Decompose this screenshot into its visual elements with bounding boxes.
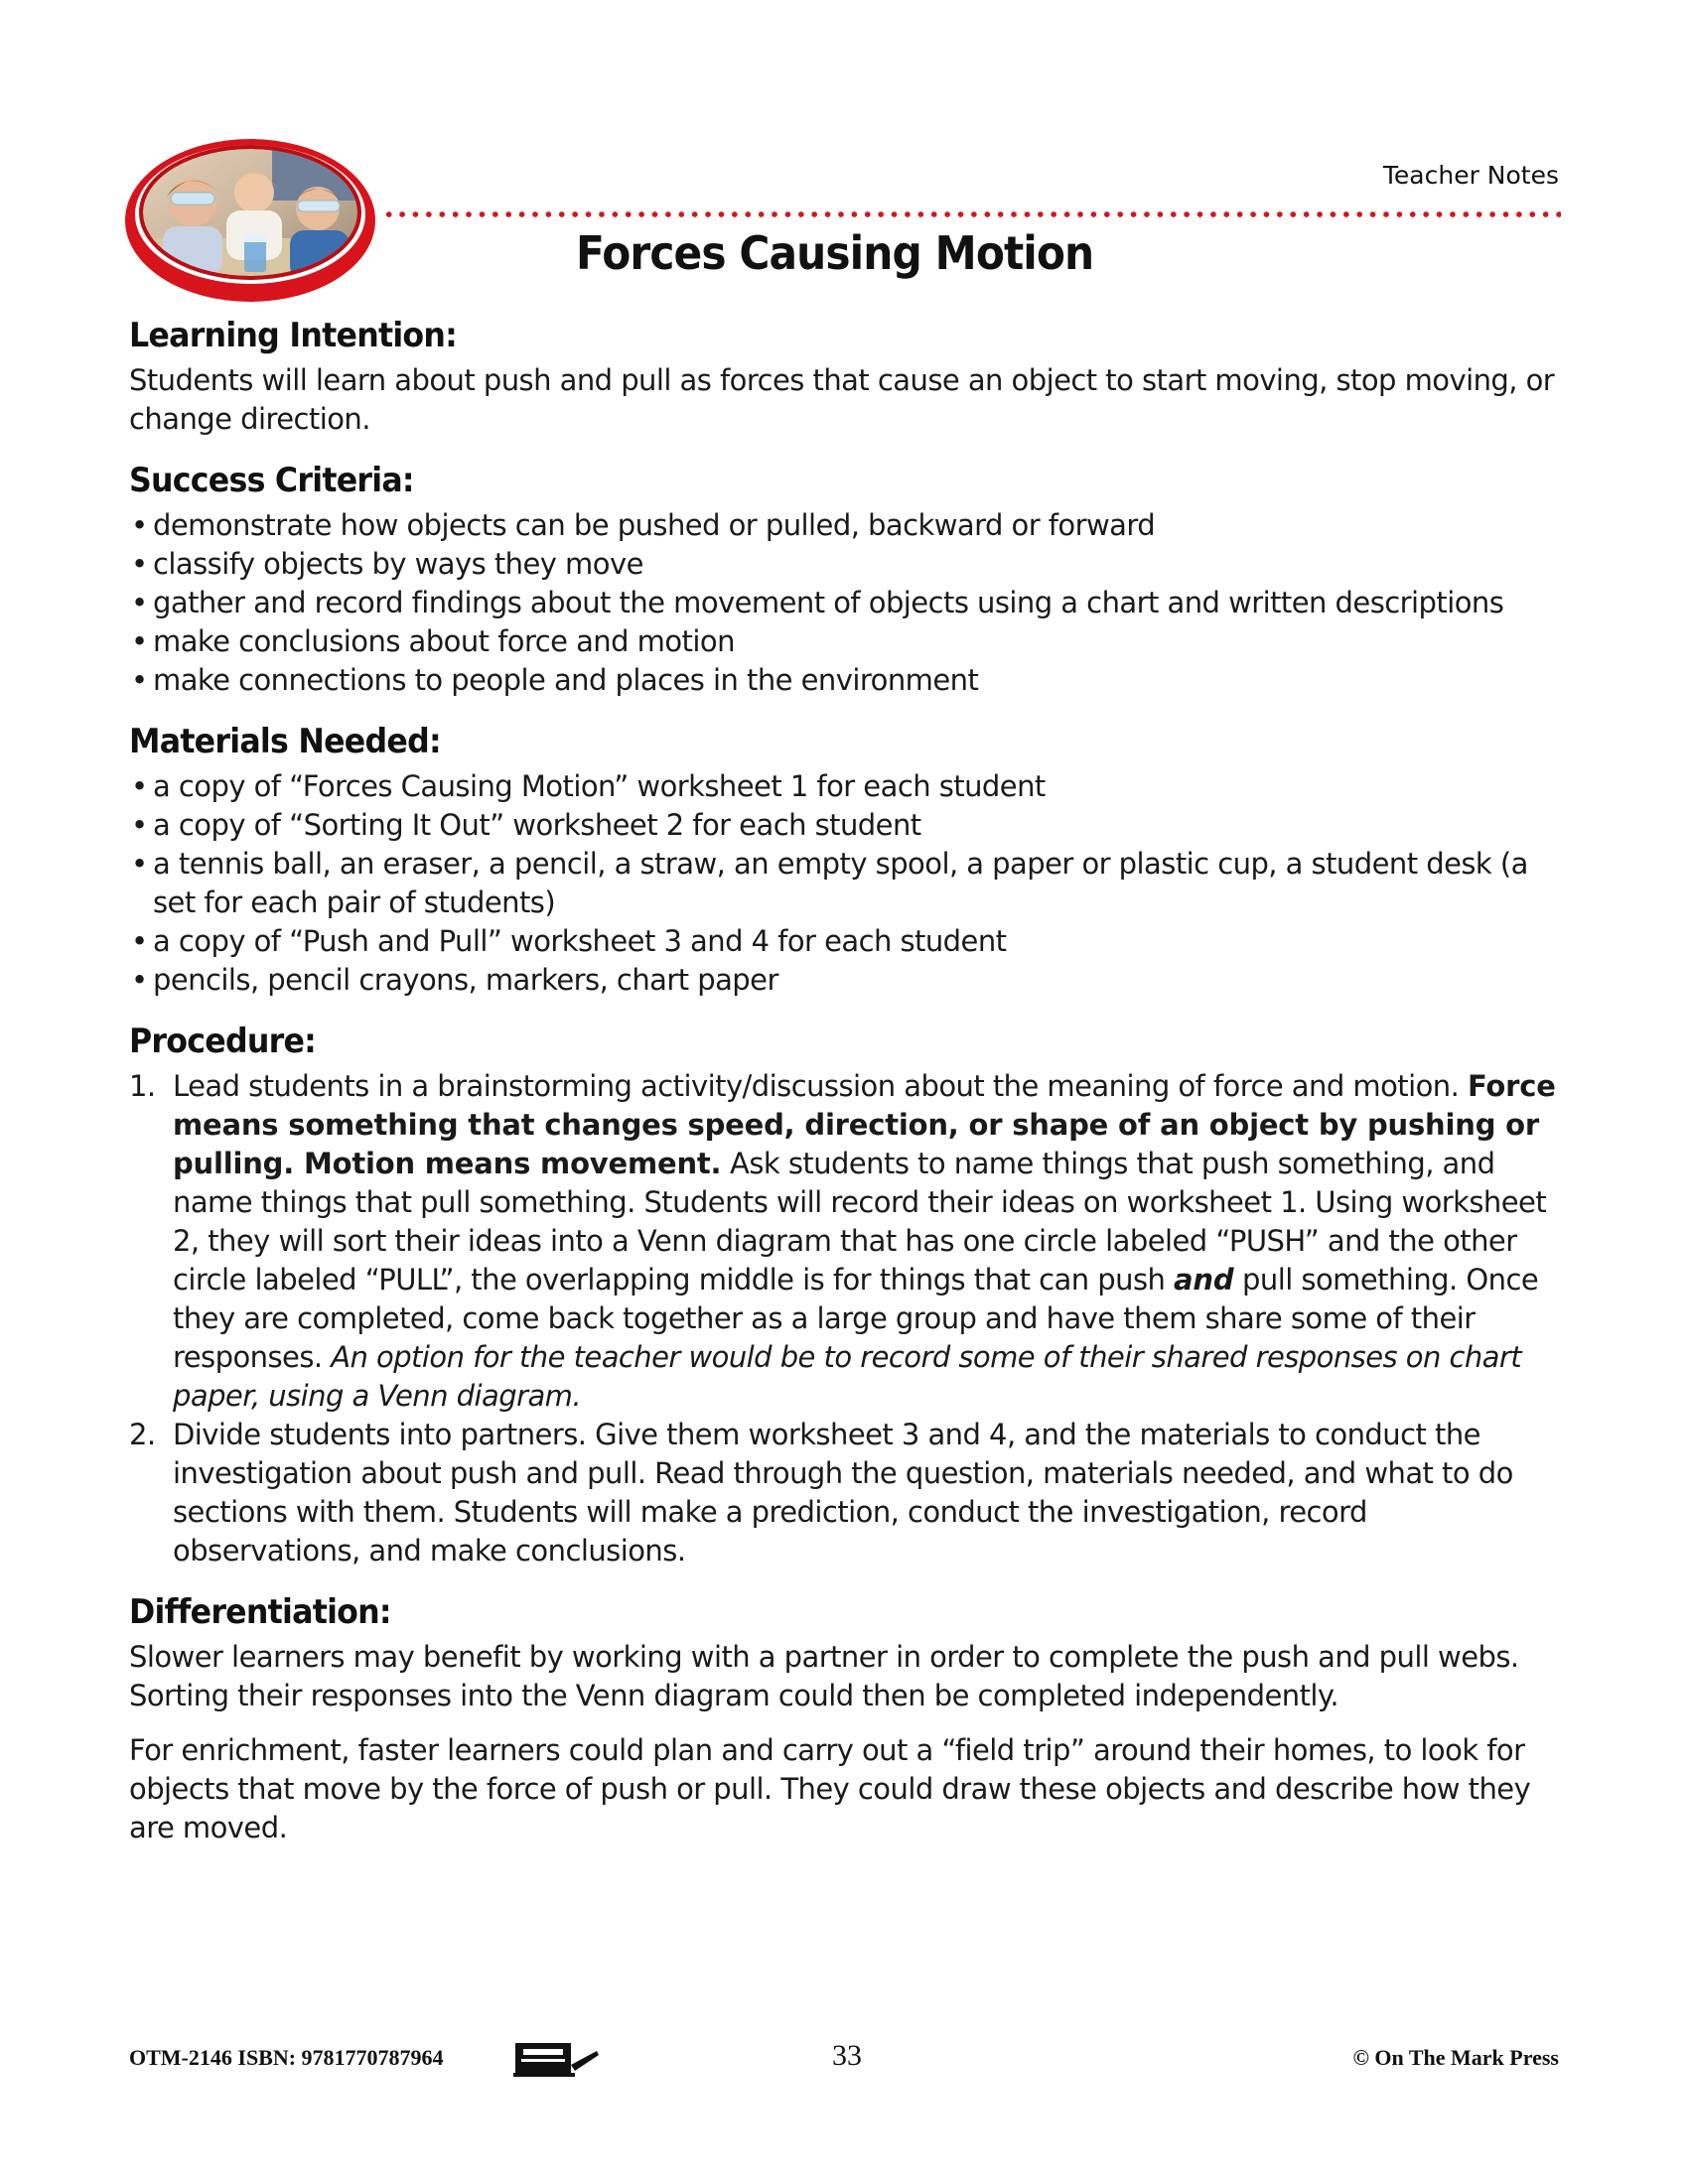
step-text: pull something. Once they are completed, come back together as a large group and have them share some of their responses. (173, 1263, 1539, 1374)
differentiation-heading: Differentiation: (129, 1592, 391, 1632)
step-text: Lead students in a brainstorming activity/discussion about the meaning of force and motion. (173, 1069, 1468, 1103)
list-item: • pencils, pencil crayons, markers, chart paper (129, 961, 1559, 1000)
list-item: • classify objects by ways they move (129, 545, 1559, 584)
procedure-section (129, 1022, 1559, 1570)
page-number: 33 (832, 2039, 862, 2072)
page-title: Forces Causing Motion (576, 226, 1094, 280)
materials-section (129, 722, 1559, 1000)
step-number: 1. (129, 1069, 156, 1103)
list-item: • make conclusions about force and motion (129, 622, 1559, 661)
footer-copyright: © On The Mark Press (1352, 2045, 1559, 2070)
success-criteria-heading: Success Criteria: (129, 461, 414, 500)
procedure-heading: Procedure: (129, 1022, 317, 1061)
learning-intention-heading: Learning Intention: (129, 316, 458, 355)
differentiation-section (129, 1592, 1559, 1847)
procedure-step-2 (129, 1416, 1559, 1570)
main-content (129, 316, 1559, 1869)
materials-heading: Materials Needed: (129, 722, 441, 761)
learning-intention-text: Students will learn about push and pull as forces that cause an object to start moving, stop moving, or change direction. (129, 363, 1555, 436)
teacher-option-note: An option for the teacher would be to record some of their shared responses on chart paper, using a Venn diagram. (173, 1340, 1522, 1413)
success-criteria-section (129, 461, 1559, 700)
teacher-notes-label: Teacher Notes (1382, 161, 1559, 190)
classroom-photo-logo (123, 131, 381, 306)
force-definition: Force means something that changes speed, direction, or shape of an object by pushing or pulling. Motion means movement. (173, 1069, 1556, 1180)
list-item: • a copy of “Forces Causing Motion” worksheet 1 for each student (129, 767, 1559, 806)
list-item: • a copy of “Sorting It Out” worksheet 2 for each student (129, 806, 1559, 845)
materials-list (129, 767, 1559, 1000)
list-item: • a tennis ball, an eraser, a pencil, a straw, an empty spool, a paper or plastic cup, a student desk (a set for each pair of students) (129, 845, 1559, 922)
list-item: • demonstrate how objects can be pushed or pulled, backward or forward (129, 506, 1559, 545)
dotted-divider (382, 210, 1561, 218)
emphasis-and: and (1174, 1263, 1234, 1297)
step-number: 2. (129, 1418, 156, 1451)
page-footer (129, 2037, 1559, 2077)
step-text: Ask students to name things that push something, and name things that pull something. Students will record their ideas on worksheet 1. Using worksheet 2, they will sort their ideas into a Venn diagram that has one circle labeled “PUSH” and the other circle labeled “PULL”, the overlapping middle is for things that can push (173, 1147, 1547, 1297)
list-item: • gather and record findings about the movement of objects using a chart and written descriptions (129, 584, 1559, 622)
differentiation-para-1: Slower learners may benefit by working with a partner in order to complete the push and pull webs. Sorting their responses into the Venn diagram could then be completed independently. (129, 1640, 1519, 1712)
list-item: • make connections to people and places in the environment (129, 661, 1559, 700)
differentiation-para-2: For enrichment, faster learners could plan and carry out a “field trip” around their homes, to look for objects that move by the force of push or pull. They could draw these objects and describe how they are moved. (129, 1733, 1531, 1844)
list-item: • a copy of “Push and Pull” worksheet 3 and 4 for each student (129, 922, 1559, 961)
success-criteria-list (129, 506, 1559, 700)
footer-isbn: OTM-2146 ISBN: 9781770787964 (129, 2045, 444, 2070)
copier-icon (511, 2037, 601, 2081)
procedure-step-1 (129, 1067, 1559, 1416)
learning-intention-section (129, 316, 1559, 439)
procedure-list (129, 1067, 1559, 1570)
step-text: Divide students into partners. Give them worksheet 3 and 4, and the materials to conduct the investigation about push and pull. Read through the question, materials needed, and what to do sections with them. Students will make a prediction, conduct the investigation, record observations, and make conclusions. (173, 1418, 1513, 1568)
